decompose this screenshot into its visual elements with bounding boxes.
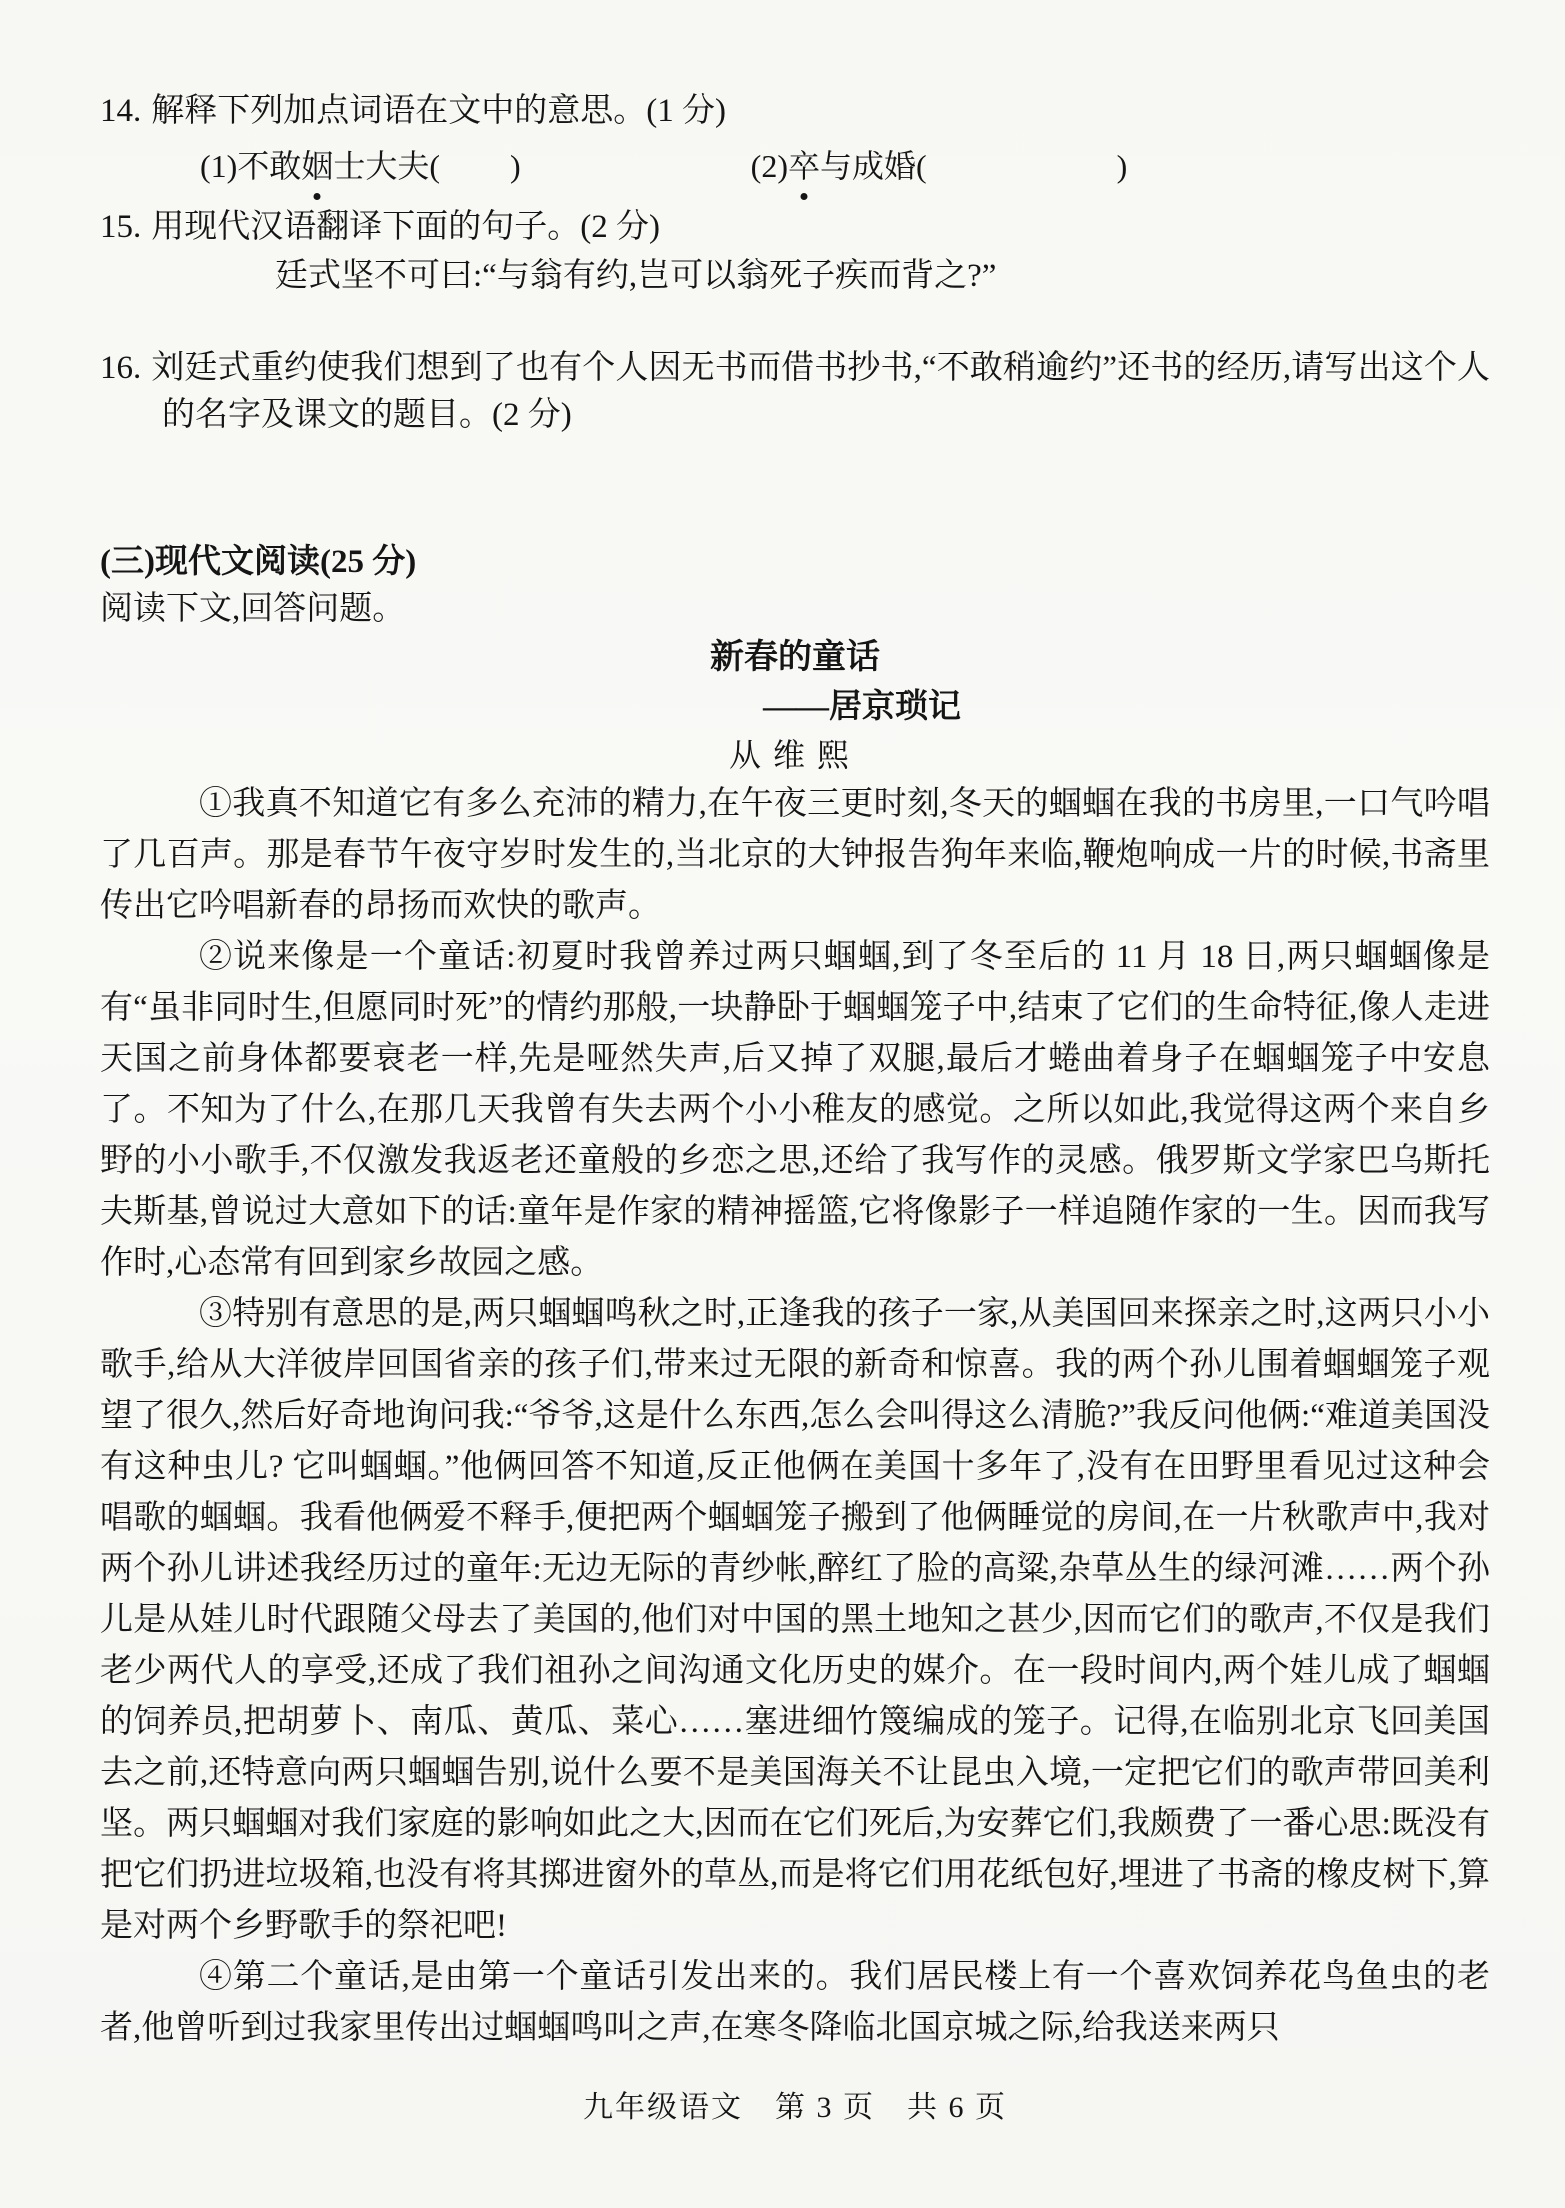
q14-item2-open-paren: 与成婚( xyxy=(820,148,927,184)
essay-body xyxy=(100,779,1490,2054)
question-16-text: 刘廷式重约使我们想到了也有个人因无书而借书抄书,“不敢稍逾约”还书的经历,请写出这个人的名字及课文的题目。(2 分) xyxy=(151,350,1490,433)
q14-item1-emphasized-char: 姻 xyxy=(301,143,333,190)
essay-paragraph-1: ①我真不知道它有多么充沛的精力,在午夜三更时刻,冬天的蝈蝈在我的书房里,一口气吟唱了几百声。那是春节午夜守岁时发生的,当北京的大钟报告狗年来临,鞭炮响成一片的时候,书斋里传出它吟唱新春的昂扬而欢快的歌声。 xyxy=(100,786,1490,924)
q14-item1-close-paren: ) xyxy=(510,148,521,184)
question-14-number: 14. xyxy=(100,93,142,129)
q14-item1-open-paren: 士大夫( xyxy=(333,148,441,184)
essay-author: 从维熙 xyxy=(728,737,861,773)
essay-paragraph-4: ④第二个童话,是由第一个童话引发出来的。我们居民楼上有一个喜欢饲养花鸟鱼虫的老者,他曾听到过我家里传出过蝈蝈鸣叫之声,在寒冬降临北国京城之际,给我送来两只 xyxy=(100,1959,1490,2046)
question-15-number: 15. xyxy=(100,209,142,245)
q14-item2-close-paren: ) xyxy=(1116,148,1128,184)
question-16 xyxy=(100,345,1490,439)
question-14 xyxy=(100,88,1490,135)
question-15 xyxy=(100,204,1490,251)
q14-item1-prefix: (1)不敢 xyxy=(200,148,302,184)
question-14-text: 解释下列加点词语在文中的意思。(1 分) xyxy=(151,93,726,129)
question-14-items xyxy=(200,143,1490,190)
section-heading: (三)现代文阅读(25 分) xyxy=(100,544,417,580)
section-instruction: 阅读下文,回答问题。 xyxy=(100,591,406,627)
question-15-text: 用现代汉语翻译下面的句子。(2 分) xyxy=(151,209,660,245)
essay-subtitle: ——居京琐记 xyxy=(763,689,961,725)
question-15-quoted-sentence: 廷式坚不可曰:“与翁有约,岂可以翁死子疾而背之?” xyxy=(275,258,997,294)
q14-item2-emphasized-char: 卒 xyxy=(788,143,820,190)
page-footer: 九年级语文 第 3 页 共 6 页 xyxy=(583,2091,1007,2124)
question-16-number: 16. xyxy=(100,350,142,386)
essay-paragraph-3: ③特别有意思的是,两只蝈蝈鸣秋之时,正逢我的孩子一家,从美国回来探亲之时,这两只小小歌手,给从大洋彼岸回国省亲的孩子们,带来过无限的新奇和惊喜。我的两个孙儿围着蝈蝈笼子观望了很久,然后好奇地询问我:“爷爷,这是什么东西,怎么会叫得这么清脆?”我反问他俩:“难道美国没有这种虫儿? 它叫蝈蝈。”他俩回答不知道,反正他俩在美国十多年了,没有在田野里看见过这种会唱歌的蝈蝈。我看他俩爱不释手,便把两个蝈蝈笼子搬到了他俩睡觉的房间,在一片秋歌声中,我对两个孙儿讲述我经历过的童年:无边无际的青纱帐,醉红了脸的高粱,杂草丛生的绿河滩……两个孙儿是从娃儿时代跟随父母去了美国的,他们对中国的黑土地知之甚少,因而它们的歌声,不仅是我们老少两代人的享受,还成了我们祖孙之间沟通文化历史的媒介。在一段时间内,两个娃儿成了蝈蝈的饲养员,把胡萝卜、南瓜、黄瓜、菜心……塞进细竹篾编成的笼子。记得,在临别北京飞回美国去之前,还特意向两只蝈蝈告别,说什么要不是美国海关不让昆虫入境,一定把它们的歌声带回美利坚。两只蝈蝈对我们家庭的影响如此之大,因而在它们死后,为安葬它们,我颇费了一番心思:既没有把它们扔进垃圾箱,也没有将其掷进窗外的草丛,而是将它们用花纸包好,埋进了书斋的橡皮树下,算是对两个乡野歌手的祭祀吧! xyxy=(100,1296,1490,1944)
essay-title: 新春的童话 xyxy=(710,639,880,676)
essay-paragraph-2: ②说来像是一个童话:初夏时我曾养过两只蝈蝈,到了冬至后的 11 月 18 日,两只蝈蝈像是有“虽非同时生,但愿同时死”的情约那般,一块静卧于蝈蝈笼子中,结束了它们的生命特征,像人走进天国之前身体都要衰老一样,先是哑然失声,后又掉了双腿,最后才蜷曲着身子在蝈蝈笼子中安息了。不知为了什么,在那几天我曾有失去两个小小稚友的感觉。之所以如此,我觉得这两个来自乡野的小小歌手,不仅激发我返老还童般的乡恋之思,还给了我写作的灵感。俄罗斯文学家巴乌斯托夫斯基,曾说过大意如下的话:童年是作家的精神摇篮,它将像影子一样追随作家的一生。因而我写作时,心态常有回到家乡故园之感。 xyxy=(100,939,1490,1281)
q14-item2-prefix: (2) xyxy=(750,148,788,184)
